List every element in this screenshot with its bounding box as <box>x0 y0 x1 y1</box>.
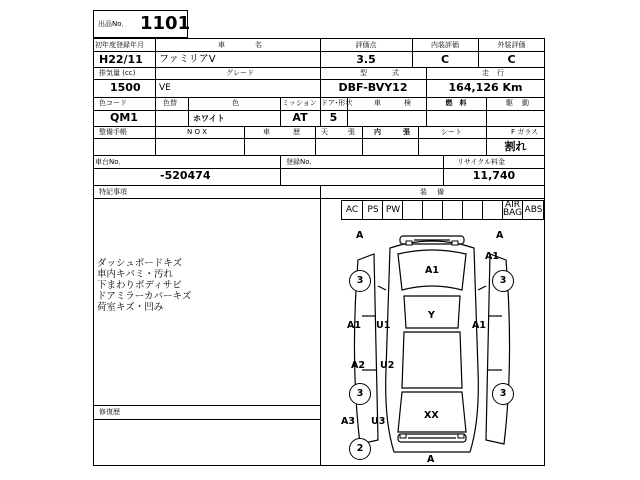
damage-mark: U1 <box>376 320 391 331</box>
equipment-ps: PS <box>362 200 383 220</box>
equipment-label-b: 備 <box>437 188 444 196</box>
note-line: 車内キバミ・汚れ <box>97 269 174 280</box>
notes-label: 特記事項 <box>99 188 127 196</box>
mission-label: ミッション <box>282 99 317 107</box>
nox-label: N O X <box>187 128 207 136</box>
recycle-fee-label: リサイクル料金 <box>457 158 506 166</box>
exterior-grade-label: 外装評価 <box>497 41 526 49</box>
damage-mark: A1 <box>425 265 439 276</box>
damage-mark: A1 <box>347 320 361 331</box>
recycle-fee-value: 11,740 <box>472 169 516 182</box>
damage-mark: A1 <box>485 251 499 262</box>
first-registration-label: 初年度登録年月 <box>95 41 144 49</box>
car-damage-diagram <box>320 220 544 466</box>
note-line: 荷室キズ・凹み <box>97 302 164 313</box>
damage-mark: A <box>496 230 504 241</box>
fuel-label: 燃 料 <box>445 99 467 107</box>
grade-label: グレード <box>226 69 254 77</box>
door-shape-label: ドア･形状 <box>321 99 353 107</box>
equipment-ac: AC <box>345 205 359 215</box>
equipment-airbag: AIR BAG <box>503 200 523 218</box>
damage-mark: A2 <box>351 360 365 371</box>
chassis-number-value: -520474 <box>160 169 211 182</box>
equipment-row <box>341 200 544 220</box>
color-code-label: 色コード <box>99 99 127 107</box>
seat-label: シート <box>441 128 462 136</box>
mission-value: AT <box>292 111 308 124</box>
doors-value: 5 <box>329 111 338 124</box>
interior-grade-label: 内装評価 <box>431 41 459 49</box>
score-label: 評価点 <box>355 41 377 49</box>
sunroof-label-b: 張 <box>348 128 355 136</box>
displacement-label: 排気量 (cc) <box>99 69 136 77</box>
lot-number-label: 出品No． <box>98 20 129 28</box>
equipment-blank <box>442 200 463 220</box>
equipment-label-a: 装 <box>420 188 427 196</box>
equipment-blank <box>482 200 503 220</box>
model-label-b: 式 <box>392 69 399 77</box>
grade-value: VE <box>159 83 171 93</box>
lot-number: 1101 <box>140 13 191 34</box>
tire-rear-left: 3 <box>349 383 371 405</box>
damage-mark: U2 <box>380 360 395 371</box>
car-name-label-a: 車 <box>218 41 225 49</box>
car-name-value: ファミリアV <box>159 54 216 65</box>
equipment-blank <box>422 200 443 220</box>
interior-upholstery-label-b: 張 <box>403 128 410 136</box>
registration-number-label: 登録No． <box>286 158 317 166</box>
lot-number-box <box>93 10 191 38</box>
exterior-grade-value: C <box>507 53 516 66</box>
interior-upholstery-label-a: 内 <box>374 128 381 136</box>
model-label-a: 型 <box>360 69 367 77</box>
first-registration-value: H22/11 <box>99 53 143 66</box>
tire-rear-right: 3 <box>492 383 514 405</box>
history-label-b: 歴 <box>293 128 300 136</box>
drive-label-b: 動 <box>522 99 529 107</box>
tire-front-right: 3 <box>492 270 514 292</box>
color-label: 色 <box>232 99 239 107</box>
model-value: DBF-BVY12 <box>338 81 408 94</box>
car-name-label-b: 名 <box>255 41 262 49</box>
note-line: 下まわりボディサビ <box>97 280 182 291</box>
damage-mark: A <box>427 454 435 465</box>
damage-mark: A <box>356 230 364 241</box>
interior-grade-value: C <box>440 53 450 66</box>
inspection-label-b: 検 <box>404 99 411 107</box>
damage-mark: U3 <box>371 416 386 427</box>
maintenance-book-label: 整備手帳 <box>99 128 127 136</box>
note-line: ドアミラーカバーキズ <box>97 291 192 302</box>
equipment-abs: ABS <box>524 205 543 215</box>
sunroof-label-a: 天 <box>321 128 328 136</box>
damage-mark: A1 <box>472 320 486 331</box>
color-value: ホワイト <box>193 114 225 123</box>
history-label-a: 車 <box>263 128 270 136</box>
damage-mark: XX <box>424 410 439 421</box>
drive-label-a: 駆 <box>506 99 513 107</box>
color-replace-label: 色替 <box>163 99 177 107</box>
repair-history-label: 修復歴 <box>99 408 120 416</box>
chassis-number-label: 車台No． <box>95 158 126 166</box>
damage-mark: A3 <box>341 416 355 427</box>
equipment-pw: PW <box>382 200 403 220</box>
front-glass-label: F ガラス <box>511 128 539 136</box>
equipment-blank <box>462 200 483 220</box>
note-line: ダッシュボードキズ <box>97 258 183 269</box>
mileage-value: 164,126 Km <box>448 81 523 94</box>
mileage-label-b: 行 <box>497 69 504 77</box>
mileage-label-a: 走 <box>482 69 489 77</box>
color-code-value: QM1 <box>110 111 138 124</box>
front-glass-value: 割れ <box>504 140 527 153</box>
tire-front-left: 3 <box>349 270 371 292</box>
tire-spare: 2 <box>349 438 371 460</box>
score-value: 3.5 <box>356 53 376 66</box>
equipment-blank <box>402 200 423 220</box>
damage-mark: Y <box>428 310 435 321</box>
displacement-value: 1500 <box>110 81 141 94</box>
notes-list <box>97 258 191 313</box>
inspection-label-a: 車 <box>374 99 381 107</box>
